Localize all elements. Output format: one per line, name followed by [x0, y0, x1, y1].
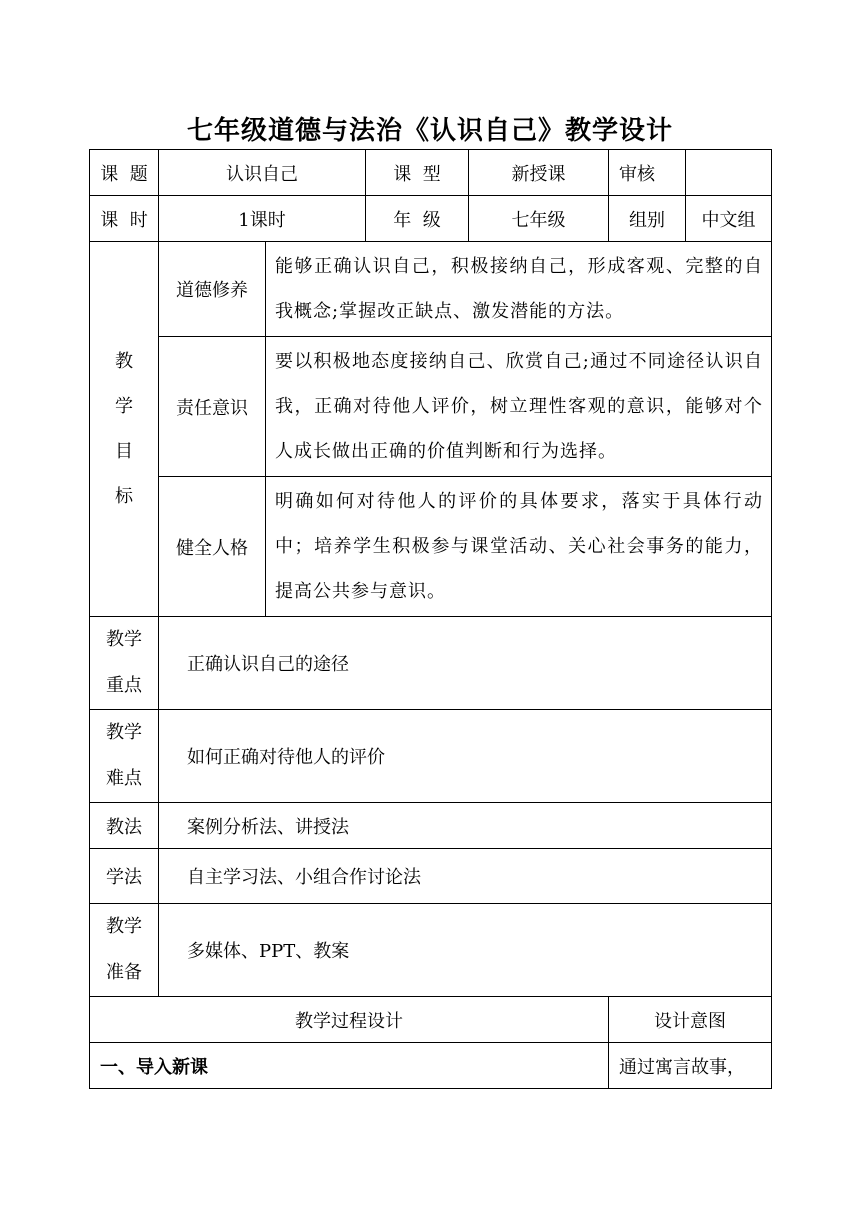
learning-label: 学法: [90, 849, 159, 904]
preparation-label: 教学 准备: [90, 904, 159, 997]
difficulty-text: 如何正确对待他人的评价: [159, 710, 772, 803]
objectives-label: 教 学 目 标: [90, 242, 159, 617]
process-step-1: 一、导入新课: [90, 1043, 609, 1089]
objective-row-1: [90, 242, 772, 337]
group-label: 组别: [609, 196, 686, 242]
topic-label: 课 题: [90, 150, 159, 196]
review-label: 审核: [609, 150, 686, 196]
hours-label: 课 时: [90, 196, 159, 242]
type-label: 课 型: [366, 150, 469, 196]
topic-value: 认识自己: [159, 150, 366, 196]
objective-text-2: 要以积极地态度接纳自己、欣赏自己;通过不同途径认识自我，正确对待他人评价，树立理性客观的意识，能够对个人成长做出正确的价值判断和行为选择。: [266, 337, 772, 477]
group-value: 中文组: [686, 196, 772, 242]
objective-text-1: 能够正确认识自己，积极接纳自己，形成客观、完整的自我概念;掌握改正缺点、激发潜能的方法。: [266, 242, 772, 337]
page-title: 七年级道德与法治《认识自己》教学设计: [186, 116, 673, 146]
grade-label: 年 级: [366, 196, 469, 242]
difficulty-row: [90, 710, 772, 803]
preparation-row: [90, 904, 772, 997]
process-header: 教学过程设计: [90, 997, 609, 1043]
type-value: 新授课: [469, 150, 609, 196]
difficulty-label: 教学 难点: [90, 710, 159, 803]
process-step-1-intent: 通过寓言故事，: [609, 1043, 772, 1089]
info-row-2: [90, 196, 772, 242]
method-text: 案例分析法、讲授法: [159, 803, 772, 849]
preparation-text: 多媒体、PPT、教案: [159, 904, 772, 997]
intent-header: 设计意图: [609, 997, 772, 1043]
review-value: [686, 150, 772, 196]
method-label: 教法: [90, 803, 159, 849]
objective-name-1: 道德修养: [159, 242, 266, 337]
lesson-plan-table: [89, 149, 772, 1089]
learning-row: [90, 849, 772, 904]
objective-row-2: [90, 337, 772, 477]
grade-value: 七年级: [469, 196, 609, 242]
objective-name-3: 健全人格: [159, 477, 266, 617]
info-row-1: [90, 150, 772, 196]
objective-name-2: 责任意识: [159, 337, 266, 477]
objective-row-3: [90, 477, 772, 617]
hours-value: 1课时: [159, 196, 366, 242]
key-point-row: [90, 617, 772, 710]
objective-text-3: 明确如何对待他人的评价的具体要求，落实于具体行动中；培养学生积极参与课堂活动、关心社会事务的能力，提高公共参与意识。: [266, 477, 772, 617]
key-point-label: 教学 重点: [90, 617, 159, 710]
key-point-text: 正确认识自己的途径: [159, 617, 772, 710]
method-row: [90, 803, 772, 849]
learning-text: 自主学习法、小组合作讨论法: [159, 849, 772, 904]
process-step-row: [90, 1043, 772, 1089]
process-header-row: [90, 997, 772, 1043]
